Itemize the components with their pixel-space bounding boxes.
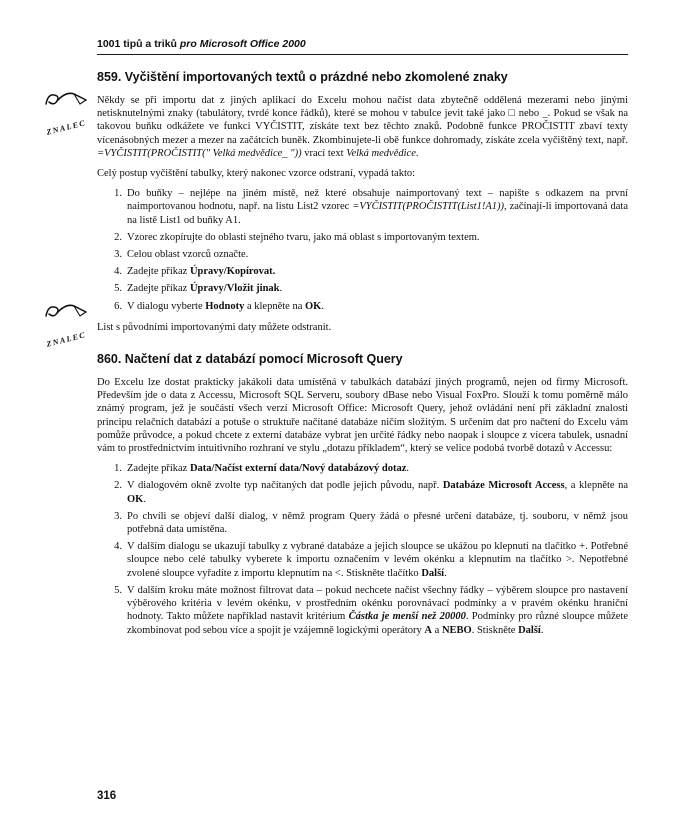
book-title: 1001 tipů a triků [97, 38, 177, 50]
paragraph: Do Excelu lze dostat prakticky jakákoli data umístěná v tabulkách databází jiných programů, nejen od firmy Microsoft. Především jde o data z Accessu, Microsoft SQL Serveru, soubory dBase nebo Visual FoxPro. Slouží k tomu poměrně málo známý program, jež je součástí všech verzí Microsoft Office: Microsoft Query, jehož ovládání není při základní znalosti principu relačních databází a potuše o struktuře načítané databáze ničím složitým. S určením dat pro načtení do Excelu vám pomůže průvodce, a pokud chcete z externí databáze vybrat jen určité řádky nebo naopak i sloupce z vícera tabulek, usnadní vám to prostřednictvím intuitivního rozhraní ve stylu „dotazu příkladem“, který se velice podobá tvorbě dotazů v Accessu: [97, 377, 628, 455]
header-rule [97, 54, 628, 55]
list-item-text: V dalším kroku máte možnost filtrovat data – pokud nechcete načíst všechny řádky – výběrem sloupce pro nastavení výběrového kritéria v levém okénku, v prostředním okénku porovnávací podmínky a v pravém okénku hraniční hodnoty. Takto můžete například nastavit kritérium Částka je menší než 20000. Podmínky pro různé sloupce můžete zkombinovat pod sebou více a spojit je vzájemně logickými operátory A a NEBO. Stiskněte Další. [127, 584, 628, 636]
expert-pen-icon [42, 311, 90, 328]
expert-margin-mark [40, 300, 92, 347]
page-number: 316 [97, 790, 117, 802]
list-item-number: 2. [114, 480, 122, 492]
list-item-text: V dialogu vyberte Hodnoty a klepněte na OK. [127, 300, 324, 312]
list-item [97, 300, 628, 313]
list-item-text: Zadejte příkaz Úpravy/Vložit jinak. [127, 283, 283, 295]
list-item-text: V dialogovém okně zvolte typ načítaných dat podle jejich původu, např. Databáze Microsoft Access, a klepněte na OK. [127, 480, 629, 505]
list-item [97, 231, 628, 244]
list-item [97, 282, 628, 295]
list-item-number: 3. [114, 510, 122, 522]
list-item-text: Vzorec zkopírujte do oblasti stejného tvaru, jako má oblast s importovaným textem. [127, 231, 480, 243]
numbered-list-860 [97, 462, 628, 636]
list-item-number: 2. [114, 231, 122, 243]
list-item [97, 462, 628, 475]
list-item-text: Po chvíli se objeví další dialog, v němž program Query žádá o přesné určení databáze, tj. souboru, v němž jsou potřebná data umístěna. [127, 510, 628, 536]
numbered-list-859 [97, 187, 628, 313]
list-item [97, 265, 628, 278]
list-item-number: 5. [114, 584, 122, 596]
paragraph: List s původními importovanými daty můžete odstranit. [97, 321, 332, 333]
list-item-number: 1. [114, 188, 122, 200]
paragraph: Celý postup vyčištění tabulky, který nakonec vzorce odstraní, vypadá takto: [97, 168, 416, 180]
expert-label: ZNALEC [45, 330, 87, 349]
section-heading-860: 860. Načtení dat z databází pomocí Microsoft Query [97, 352, 403, 367]
list-item-number: 6. [114, 300, 122, 312]
running-head [97, 38, 628, 55]
list-item-number: 4. [114, 541, 122, 553]
list-item-number: 4. [114, 266, 122, 278]
list-item-number: 5. [114, 283, 122, 295]
list-item-text: Zadejte příkaz Úpravy/Kopírovat. [127, 266, 276, 278]
list-item [97, 584, 628, 637]
list-item-text: Celou oblast vzorců označte. [127, 249, 249, 261]
list-item [97, 479, 628, 505]
expert-pen-icon [42, 99, 90, 116]
section-heading-859: 859. Vyčištění importovaných textů o prázdné nebo zkomolené znaky [97, 70, 508, 84]
expert-label: ZNALEC [45, 118, 87, 137]
paragraph: Někdy se při importu dat z jiných aplikací do Excelu mohou načíst data zbytečně oddělená mezerami nebo jinými netisknutelnými znaky (tabulátory, tvrdé konce řádků), které se mohou v tabulce jevit také jako □ nebo _. Pokud se však na takovou buňku odkážete ve funkci VYČISTIT, získáte text bez těchto znaků. Podobně funkce PROČISTIT zbaví texty vícenásobných mezer a mezer na začátcích buněk. Zkombinujete-li obě funkce dohromady, získáte zcela vyčištěný text, např. =VYČISTIT(PROČISTIT(" Velká medvědice_ ")) vrací text Velká medvědice. [97, 95, 629, 159]
text-column [97, 38, 628, 645]
expert-margin-mark [40, 88, 92, 135]
list-item-text: V dalším dialogu se ukazují tabulky z vybrané databáze a jejich sloupce se ukážou po klepnutí na tlačítko +. Potřebné sloupce nebo celé tabulky vyberete k importu označením v levém okénku a klepnutím na tlačítko >. Nepotřebné zvolené sloupce vyřadíte z importu klepnutím na <. Stiskněte tlačítko Další. [127, 541, 628, 579]
list-item [97, 187, 628, 227]
list-item [97, 510, 628, 536]
book-subtitle: pro Microsoft Office 2000 [176, 38, 306, 50]
list-item-text: Do buňky – nejlépe na jiném místě, než které obsahuje naimportovaný text – napište s odkazem na první naimportovanou hodnotu, např. na listu List2 vzorec =VYČISTIT(PROČISTIT(List1!A1)), začínají-li importovaná data na listě List1 od buňky A1. [127, 188, 628, 226]
list-item-number: 3. [114, 249, 122, 261]
list-item-number: 1. [114, 463, 122, 475]
list-item [97, 540, 628, 580]
list-item [97, 248, 628, 261]
list-item-text: Zadejte příkaz Data/Načíst externí data/Nový databázový dotaz. [127, 463, 409, 475]
